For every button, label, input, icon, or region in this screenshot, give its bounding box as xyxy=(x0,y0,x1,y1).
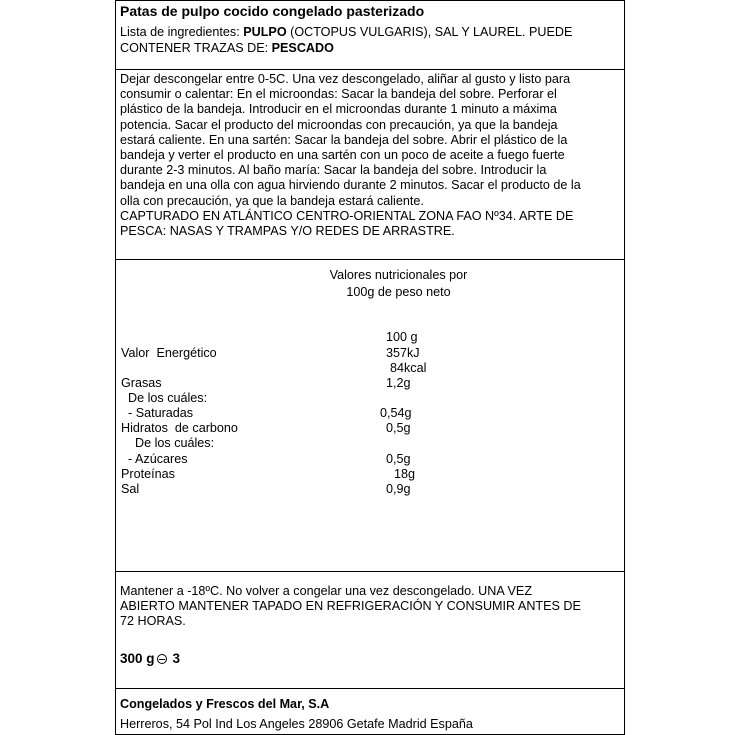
net-weight-amount: 300 g xyxy=(120,651,155,666)
storage-line: ABIERTO MANTENER TAPADO EN REFRIGERACIÓN Y CONSUMIR ANTES DE xyxy=(120,599,581,614)
prep-line: durante 2-3 minutos. Al baño maría: Sacar la bandeja del sobre. Introducir la xyxy=(120,163,547,178)
storage-text xyxy=(120,584,624,630)
nutrient-value: 1,2g xyxy=(386,376,411,390)
company-box xyxy=(115,688,625,735)
nutrition-column-header: 100 g xyxy=(386,330,418,344)
product-label xyxy=(115,0,625,735)
product-title: Patas de pulpo cocido congelado pasterizado xyxy=(120,3,425,19)
nutrient-label: Grasas xyxy=(121,376,162,390)
preparation-box xyxy=(115,69,625,260)
nutrient-value: 18g xyxy=(394,467,416,481)
prep-line: estará caliente. En una sartén: Sacar la bandeja del sobre. Abrir el plástico de la xyxy=(120,132,568,147)
net-weight xyxy=(120,651,180,666)
nutrient-value: 0,54g xyxy=(380,406,412,420)
estimated-e-mark-icon xyxy=(157,654,167,664)
nutrition-heading-2: 100g de peso neto xyxy=(346,285,451,299)
nutrition-heading-1: Valores nutricionales por xyxy=(329,268,468,282)
prep-line: bandeja en una olla con agua hirviendo durante 2 minutos. Sacar el producto de la xyxy=(120,178,581,193)
ingredient-main: PULPO xyxy=(243,25,287,39)
prep-line: plástico de la bandeja. Introducir en el microondas durante 1 minuto a máxima xyxy=(120,102,557,117)
nutrient-value: 0,5g xyxy=(386,452,411,466)
nutrient-label: De los cuáles: xyxy=(121,391,208,405)
storage-line: 72 HORAS. xyxy=(120,614,186,629)
nutrition-box xyxy=(115,259,625,572)
preparation-text xyxy=(120,72,624,239)
company-address: Herreros, 54 Pol Ind Los Angeles 28906 Getafe Madrid España xyxy=(120,717,473,731)
nutrient-label: Valor Energético xyxy=(121,346,217,360)
ingredients-line-1 xyxy=(120,25,572,40)
ingredients-rest: (OCTOPUS VULGARIS), SAL Y LAUREL. PUEDE xyxy=(286,25,573,39)
prep-line: olla con precaución, ya que la bandeja estará caliente. xyxy=(120,193,424,208)
nutrient-label: - Azúcares xyxy=(121,452,188,466)
ingredients-traces-prefix: CONTENER TRAZAS DE: xyxy=(120,41,272,55)
prep-line: Dejar descongelar entre 0-5C. Una vez descongelado, aliñar al gusto y listo para xyxy=(120,72,571,86)
nutrient-value: 84kcal xyxy=(390,361,427,375)
company-name: Congelados y Frescos del Mar, S.A xyxy=(120,697,330,711)
nutrient-value: 0,5g xyxy=(386,421,411,435)
nutrient-value: 357kJ xyxy=(386,346,420,360)
origin-line: CAPTURADO EN ATLÁNTICO CENTRO-ORIENTAL ZONA FAO Nº34. ARTE DE xyxy=(120,208,574,223)
prep-line: potencia. Sacar el producto del microondas con precaución, ya que la bandeja xyxy=(120,117,558,132)
allergen-traces: PESCADO xyxy=(271,41,334,55)
storage-line: Mantener a -18ºC. No volver a congelar una vez descongelado. UNA VEZ xyxy=(120,584,533,598)
e-mark-digit: 3 xyxy=(172,651,181,666)
ingredients-prefix: Lista de ingredientes: xyxy=(120,25,244,39)
ingredients-line-2 xyxy=(120,41,334,56)
storage-box xyxy=(115,571,625,689)
nutrient-label: Sal xyxy=(121,482,140,496)
nutrient-label: De los cuáles: xyxy=(121,436,215,450)
prep-line: consumir o calentar: En el microondas: Sacar la bandeja del sobre. Perforar el xyxy=(120,87,557,102)
prep-line: bandeja y verter el producto en una sartén con un poco de aceite a fuego fuerte xyxy=(120,148,565,163)
nutrient-value: 0,9g xyxy=(386,482,411,496)
nutrient-label: Proteínas xyxy=(121,467,175,481)
nutrient-label: Hidratos de carbono xyxy=(121,421,238,435)
origin-line: PESCA: NASAS Y TRAMPAS Y/O REDES DE ARRASTRE. xyxy=(120,224,455,239)
title-box xyxy=(115,0,625,70)
nutrient-label: - Saturadas xyxy=(121,406,194,420)
